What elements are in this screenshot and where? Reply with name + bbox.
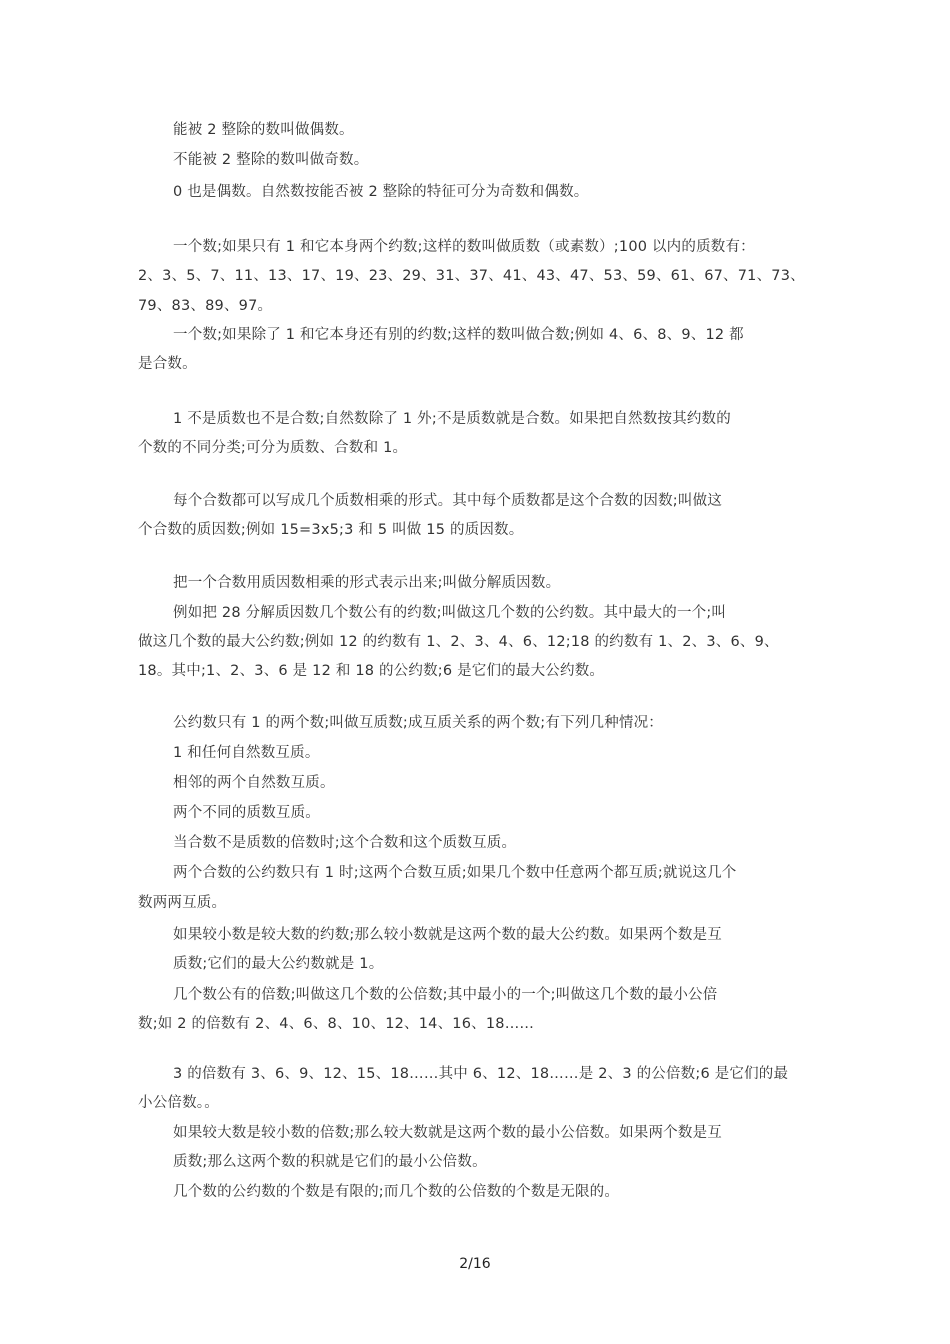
text-line: 能被 2 整除的数叫做偶数。 (173, 122, 354, 138)
text-line: 一个数;如果只有 1 和它本身两个约数;这样的数叫做质数（或素数）;100 以内的质数有： (173, 239, 755, 255)
text-line: 两个不同的质数互质。 (173, 805, 320, 821)
text-line: 例如把 28 分解质因数几个数公有的约数;叫做这几个数的公约数。其中最大的一个;叫 (173, 605, 727, 621)
text-line: 如果较大数是较小数的倍数;那么较大数就是这两个数的最小公倍数。如果两个数是互 (173, 1125, 722, 1141)
text-line: 3 的倍数有 3、6、9、12、15、18……其中 6、12、18……是 2、3 的公倍数;6 是它们的最 (173, 1066, 789, 1082)
text-line: 当合数不是质数的倍数时;这个合数和这个质数互质。 (173, 835, 517, 851)
page-number: 2/16 (459, 1256, 491, 1272)
text-line: 两个合数的公约数只有 1 时;这两个合数互质;如果几个数中任意两个都互质;就说这几个 (173, 865, 737, 881)
text-line: 1 不是质数也不是合数;自然数除了 1 外;不是质数就是合数。如果把自然数按其约数的 (173, 411, 731, 427)
text-line: 如果较小数是较大数的约数;那么较小数就是这两个数的最大公约数。如果两个数是互 (173, 927, 722, 943)
text-line: 2、3、5、7、11、13、17、19、23、29、31、37、41、43、47、53、59、61、67、71、73、 (138, 268, 805, 284)
text-line: 几个数的公约数的个数是有限的;而几个数的公倍数的个数是无限的。 (173, 1184, 620, 1200)
text-line: 一个数;如果除了 1 和它本身还有别的约数;这样的数叫做合数;例如 4、6、8、9、12 都 (173, 327, 744, 343)
text-line: 不能被 2 整除的数叫做奇数。 (173, 152, 369, 168)
text-line: 每个合数都可以写成几个质数相乘的形式。其中每个质数都是这个合数的因数;叫做这 (173, 493, 722, 509)
text-line: 几个数公有的倍数;叫做这几个数的公倍数;其中最小的一个;叫做这几个数的最小公倍 (173, 987, 718, 1003)
text-line: 质数;它们的最大公约数就是 1。 (173, 956, 384, 972)
text-line: 把一个合数用质因数相乘的形式表示出来;叫做分解质因数。 (173, 575, 561, 591)
text-line: 1 和任何自然数互质。 (173, 745, 320, 761)
text-line: 是合数。 (138, 356, 197, 372)
text-line: 0 也是偶数。自然数按能否被 2 整除的特征可分为奇数和偶数。 (173, 184, 589, 200)
text-line: 79、83、89、97。 (138, 298, 273, 314)
text-line: 个数的不同分类;可分为质数、合数和 1。 (138, 440, 408, 456)
text-line: 18。其中;1、2、3、6 是 12 和 18 的公约数;6 是它们的最大公约数。 (138, 663, 605, 679)
text-line: 个合数的质因数;例如 15=3x5;3 和 5 叫做 15 的质因数。 (138, 522, 524, 538)
text-line: 相邻的两个自然数互质。 (173, 775, 335, 791)
text-line: 做这几个数的最大公约数;例如 12 的约数有 1、2、3、4、6、12;18 的约数有 1、2、3、6、9、 (138, 634, 779, 650)
text-line: 小公倍数。。 (138, 1095, 219, 1111)
text-line: 数;如 2 的倍数有 2、4、6、8、10、12、14、16、18…… (138, 1016, 535, 1032)
text-line: 数两两互质。 (138, 895, 227, 911)
text-line: 公约数只有 1 的两个数;叫做互质数;成互质关系的两个数;有下列几种情况： (173, 715, 663, 731)
text-line: 质数;那么这两个数的积就是它们的最小公倍数。 (173, 1154, 487, 1170)
